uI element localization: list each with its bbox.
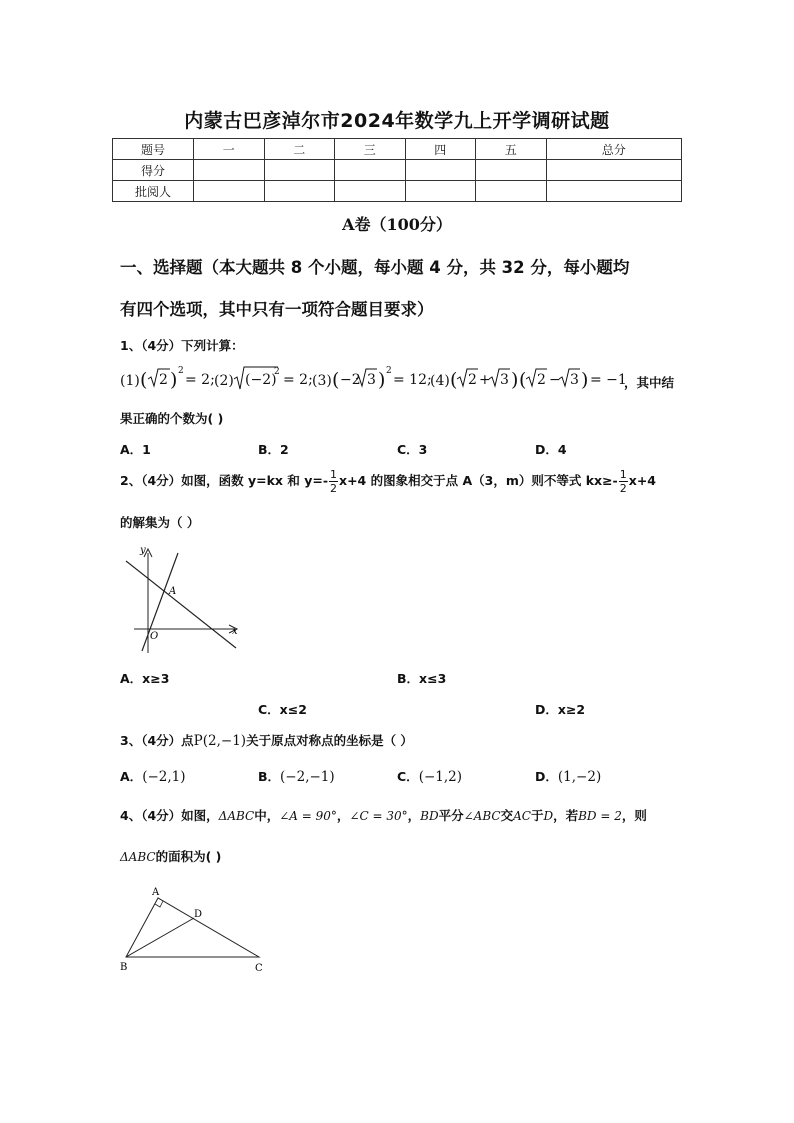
svg-text:): ) <box>581 369 589 391</box>
svg-text:2: 2 <box>537 372 546 388</box>
line-kx <box>142 553 178 651</box>
q3-option-c-letter: C． <box>397 769 419 784</box>
q2-prefix: 2、（4分）如图，函数 y=kx 和 y=- <box>120 473 329 488</box>
y-label: y <box>140 545 146 556</box>
svg-text:): ) <box>170 369 178 391</box>
q2-frac1-num: 1 <box>330 468 338 481</box>
q3-suffix: 关于原点对称点的坐标是（ ） <box>246 733 413 748</box>
origin-label: O <box>150 631 159 642</box>
q4-t4: 于 <box>530 808 544 823</box>
svg-text:= −1: = −1 <box>590 372 627 388</box>
score-cell <box>405 160 476 181</box>
svg-text:= 12;: = 12; <box>393 372 432 388</box>
svg-text:(: ( <box>332 369 340 391</box>
svg-text:): ) <box>378 369 386 391</box>
q4-t6: ，则 <box>621 808 647 823</box>
svg-text:= 2;: = 2; <box>283 372 313 388</box>
q4-comma2: ， <box>407 808 421 823</box>
paper-section-label: A卷（100分） <box>342 215 452 234</box>
q2-frac2-den: 2 <box>619 482 627 495</box>
q2-option-d[interactable]: D．x≥2 <box>535 702 586 717</box>
q4-t3: 交 <box>500 808 514 823</box>
q3-point: P(2,−1) <box>193 733 247 749</box>
svg-text:2: 2 <box>274 367 280 377</box>
score-header-cell: 一 <box>194 139 265 160</box>
svg-text:3: 3 <box>570 372 579 388</box>
svg-text:(: ( <box>140 369 148 391</box>
score-cell <box>335 181 406 202</box>
svg-text:2: 2 <box>386 366 392 376</box>
q3-option-a[interactable] <box>120 767 186 785</box>
x-label: x <box>232 626 238 637</box>
q4-t1: 中， <box>254 808 280 823</box>
score-cell <box>264 160 335 181</box>
score-header-cell: 总分 <box>546 139 682 160</box>
score-header-cell: 题号 <box>113 139 194 160</box>
svg-text:2: 2 <box>178 366 184 376</box>
q4-d: D <box>543 809 554 823</box>
svg-text:(4): (4) <box>430 373 450 389</box>
line-decreasing <box>126 561 236 648</box>
score-cell <box>546 181 682 202</box>
q4-prefix: 4、（4分）如图， <box>120 808 219 823</box>
score-cell <box>335 160 406 181</box>
score-cell <box>194 160 265 181</box>
q4-ac: AC <box>513 809 531 823</box>
svg-text:2: 2 <box>468 372 477 388</box>
vertex-a-label: A <box>152 887 160 898</box>
q1-option-a[interactable]: A．1 <box>120 442 151 457</box>
q4-angle-a: ∠A = 90° <box>279 809 337 823</box>
page-title: 内蒙古巴彦淖尔市2024年数学九上开学调研试题 <box>184 110 610 132</box>
q2-mid: x+4 的图象相交于点 A（3，m）则不等式 kx≥- <box>339 473 618 488</box>
svg-text:(2): (2) <box>214 373 234 389</box>
q4-t2: 平分 <box>438 808 464 823</box>
q1-prompt: 1、（4分）下列计算： <box>120 338 244 353</box>
q4-line2-text: 的面积为( ) <box>155 849 222 864</box>
q2-option-c[interactable]: C．x≤2 <box>258 702 307 717</box>
svg-text:(: ( <box>519 369 527 391</box>
score-header-cell: 三 <box>335 139 406 160</box>
q2-figure <box>120 541 250 656</box>
q4-line2 <box>120 847 221 865</box>
q1-formula-svg <box>118 362 638 396</box>
q3-option-c[interactable] <box>397 767 462 785</box>
q3-option-d-value: (1,−2) <box>557 769 602 785</box>
score-table-header-row <box>113 139 682 160</box>
score-cell <box>405 181 476 202</box>
q3-option-b-letter: B． <box>258 769 281 784</box>
q4-angle-abc: ∠ABC <box>463 809 501 823</box>
q3-prefix: 3、（4分）点 <box>120 733 194 748</box>
score-header-cell: 五 <box>476 139 547 160</box>
score-row-label: 批阅人 <box>113 181 194 202</box>
section-heading-line2: 有四个选项，其中只有一项符合题目要求） <box>120 300 434 319</box>
triangle-abc <box>126 898 259 957</box>
point-d-label: D <box>194 909 203 920</box>
section-heading-line1: 一、选择题（本大题共 8 个小题，每小题 4 分，共 32 分，每小题均 <box>120 258 630 277</box>
q4-line1 <box>120 806 647 824</box>
q2-suffix: x+4 <box>628 473 656 488</box>
q3-option-b-value: (−2,−1) <box>280 769 335 785</box>
q2-fraction-2 <box>619 468 628 495</box>
q4-t5: ，若 <box>553 808 579 823</box>
q1-option-c[interactable]: C．3 <box>397 442 428 457</box>
svg-text:= 2;: = 2; <box>185 372 215 388</box>
svg-text:3: 3 <box>367 372 376 388</box>
svg-text:): ) <box>511 369 519 391</box>
vertex-c-label: C <box>255 963 263 974</box>
svg-text:3: 3 <box>500 372 509 388</box>
q2-option-a[interactable]: A．x≥3 <box>120 671 170 686</box>
q1-tail: ，其中结 <box>624 375 675 390</box>
score-cell <box>546 160 682 181</box>
q3-option-a-letter: A． <box>120 769 143 784</box>
q4-triangle: ΔABC <box>218 809 255 823</box>
svg-text:(3): (3) <box>312 373 332 389</box>
q3-option-d[interactable] <box>535 767 601 785</box>
q3-option-d-letter: D． <box>535 769 558 784</box>
q2-fraction-1 <box>329 468 338 495</box>
score-header-cell: 二 <box>264 139 335 160</box>
q1-option-d[interactable]: D．4 <box>535 442 567 457</box>
q2-option-b[interactable]: B．x≤3 <box>397 671 447 686</box>
score-cell <box>476 160 547 181</box>
svg-text:−2: −2 <box>340 372 361 388</box>
svg-text:(−2): (−2) <box>245 372 277 388</box>
svg-text:(: ( <box>450 369 458 391</box>
q1-option-b[interactable]: B．2 <box>258 442 289 457</box>
score-cell <box>476 181 547 202</box>
q3-option-c-value: (−1,2) <box>418 769 463 785</box>
point-a-label: A <box>169 586 177 597</box>
q1-formula <box>118 362 638 396</box>
q2-graph <box>120 541 250 656</box>
q4-triangle-figure <box>118 884 268 976</box>
score-table <box>112 138 682 202</box>
score-table-row <box>113 160 682 181</box>
score-table-row <box>113 181 682 202</box>
svg-text:2: 2 <box>159 372 168 388</box>
q2-line1 <box>120 468 656 495</box>
q2-line2: 的解集为（ ） <box>120 515 200 530</box>
q3-option-b[interactable] <box>258 767 335 785</box>
q4-figure <box>118 884 268 976</box>
q3-option-a-value: (−2,1) <box>142 769 186 785</box>
svg-text:−: − <box>549 372 561 388</box>
score-row-label: 得分 <box>113 160 194 181</box>
q4-bd: BD <box>420 809 439 823</box>
q2-frac1-den: 2 <box>330 482 338 495</box>
q4-comma1: ， <box>336 808 350 823</box>
svg-text:(1): (1) <box>120 373 140 389</box>
q2-frac2-num: 1 <box>619 468 627 481</box>
score-cell <box>194 181 265 202</box>
q4-line2-triangle: ΔABC <box>120 850 156 864</box>
score-header-cell: 四 <box>405 139 476 160</box>
svg-text:+: + <box>479 372 491 388</box>
q4-angle-c: ∠C = 30° <box>349 809 408 823</box>
vertex-b-label: B <box>120 962 128 973</box>
q4-bd-value: BD = 2 <box>578 809 622 823</box>
q3-line <box>120 731 413 749</box>
q1-line3: 果正确的个数为( ) <box>120 411 224 426</box>
score-cell <box>264 181 335 202</box>
